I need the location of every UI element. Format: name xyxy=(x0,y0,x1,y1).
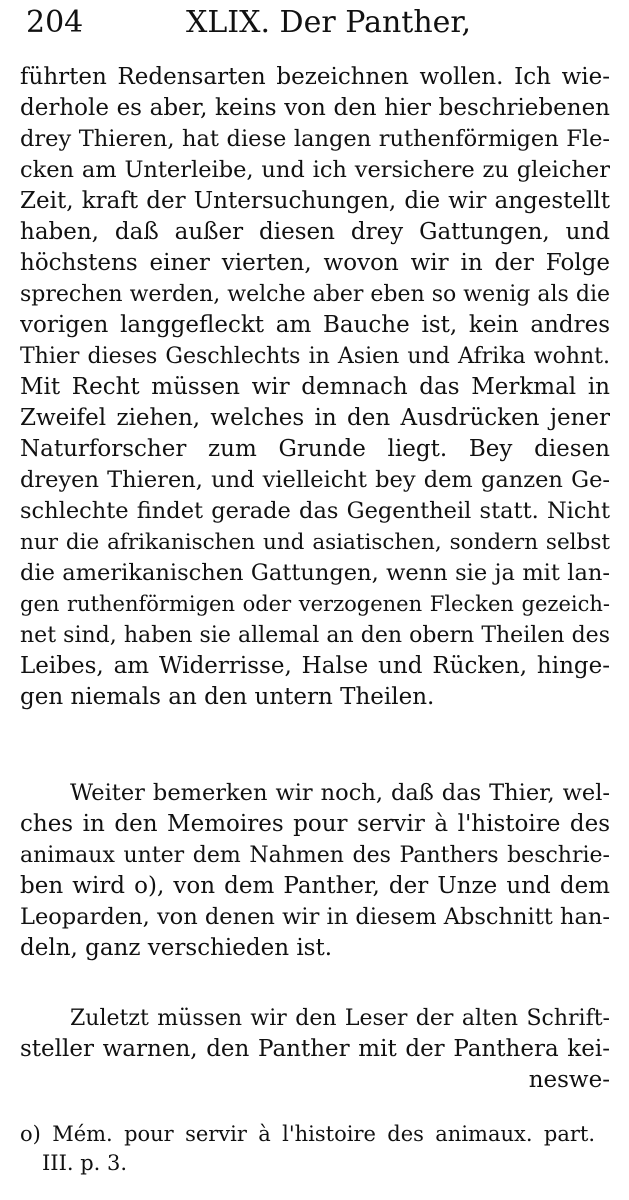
text-line: schlechte findet gerade das Gegentheil statt. Nicht xyxy=(20,498,610,524)
chapter-title: XLIX. Der Panther, xyxy=(186,5,471,40)
text-line: Leibes, am Widerrisse, Halse und Rücken, hinge- xyxy=(20,653,610,679)
text-line: net sind, haben sie allemal an den obern Theilen des xyxy=(20,623,610,648)
text-line: dreyen Thieren, und vielleicht bey dem ganzen Ge- xyxy=(20,467,610,493)
text-line: ches in den Memoires pour servir à l'histoire des xyxy=(20,811,610,837)
text-line: Naturforscher zum Grunde liegt. Bey diesen xyxy=(20,436,610,462)
footnote-line: III. p. 3. xyxy=(42,1151,128,1175)
footnote xyxy=(20,1120,595,1178)
running-header xyxy=(26,2,609,44)
text-line: Zweifel ziehen, welches in den Ausdrücken jener xyxy=(20,405,610,431)
text-line: Zeit, kraft der Untersuchungen, die wir angestellt xyxy=(20,188,610,214)
text-line: animaux unter dem Nahmen des Panthers beschrie- xyxy=(20,843,610,868)
catchword: neswe- xyxy=(528,1067,610,1093)
text-line: ben wird o), von dem Panther, der Unze und dem xyxy=(20,873,610,899)
text-line: die amerikanischen Gattungen, wenn sie ja mit lan- xyxy=(20,560,610,586)
text-line: Zuletzt müssen wir den Leser der alten Schrift- xyxy=(70,1006,610,1031)
text-line: drey Thieren, hat diese langen ruthenförmigen Fle- xyxy=(20,126,610,152)
paragraph-3 xyxy=(20,1003,610,1096)
footnote-line: o) Mém. pour servir à l'histoire des animaux. part. xyxy=(20,1122,595,1146)
text-line: haben, daß außer diesen drey Gattungen, und xyxy=(20,219,610,245)
text-line: gen ruthenförmigen oder verzogenen Flecken gezeich- xyxy=(20,592,610,616)
text-line: führten Redensarten bezeichnen wollen. Ich wie- xyxy=(20,64,610,90)
page-number: 204 xyxy=(26,5,84,40)
text-line: Weiter bemerken wir noch, daß das Thier, wel- xyxy=(70,780,610,806)
text-line: vorigen langgefleckt am Bauche ist, kein andres xyxy=(20,312,610,338)
text-line: Mit Recht müssen wir demnach das Merkmal in xyxy=(20,374,610,400)
text-line: Leoparden, von denen wir in diesem Abschnitt han- xyxy=(20,904,610,930)
paragraph-1 xyxy=(20,62,610,713)
text-line: nur die afrikanischen und asiatischen, sondern selbst xyxy=(20,530,610,555)
text-line: Thier dieses Geschlechts in Asien und Afrika wohnt. xyxy=(20,344,610,369)
text-line: steller warnen, den Panther mit der Panthera kei- xyxy=(20,1036,610,1062)
text-line: derhole es aber, keins von den hier beschriebenen xyxy=(20,95,610,121)
text-line: gen niemals an den untern Theilen. xyxy=(20,684,435,710)
text-line: cken am Unterleibe, und ich versichere zu gleicher xyxy=(20,157,610,183)
text-line: höchstens einer vierten, wovon wir in der Folge xyxy=(20,250,610,276)
text-line: deln, ganz verschieden ist. xyxy=(20,935,333,961)
paragraph-2 xyxy=(20,778,610,964)
text-line: sprechen werden, welche aber eben so wenig als die xyxy=(20,282,610,307)
